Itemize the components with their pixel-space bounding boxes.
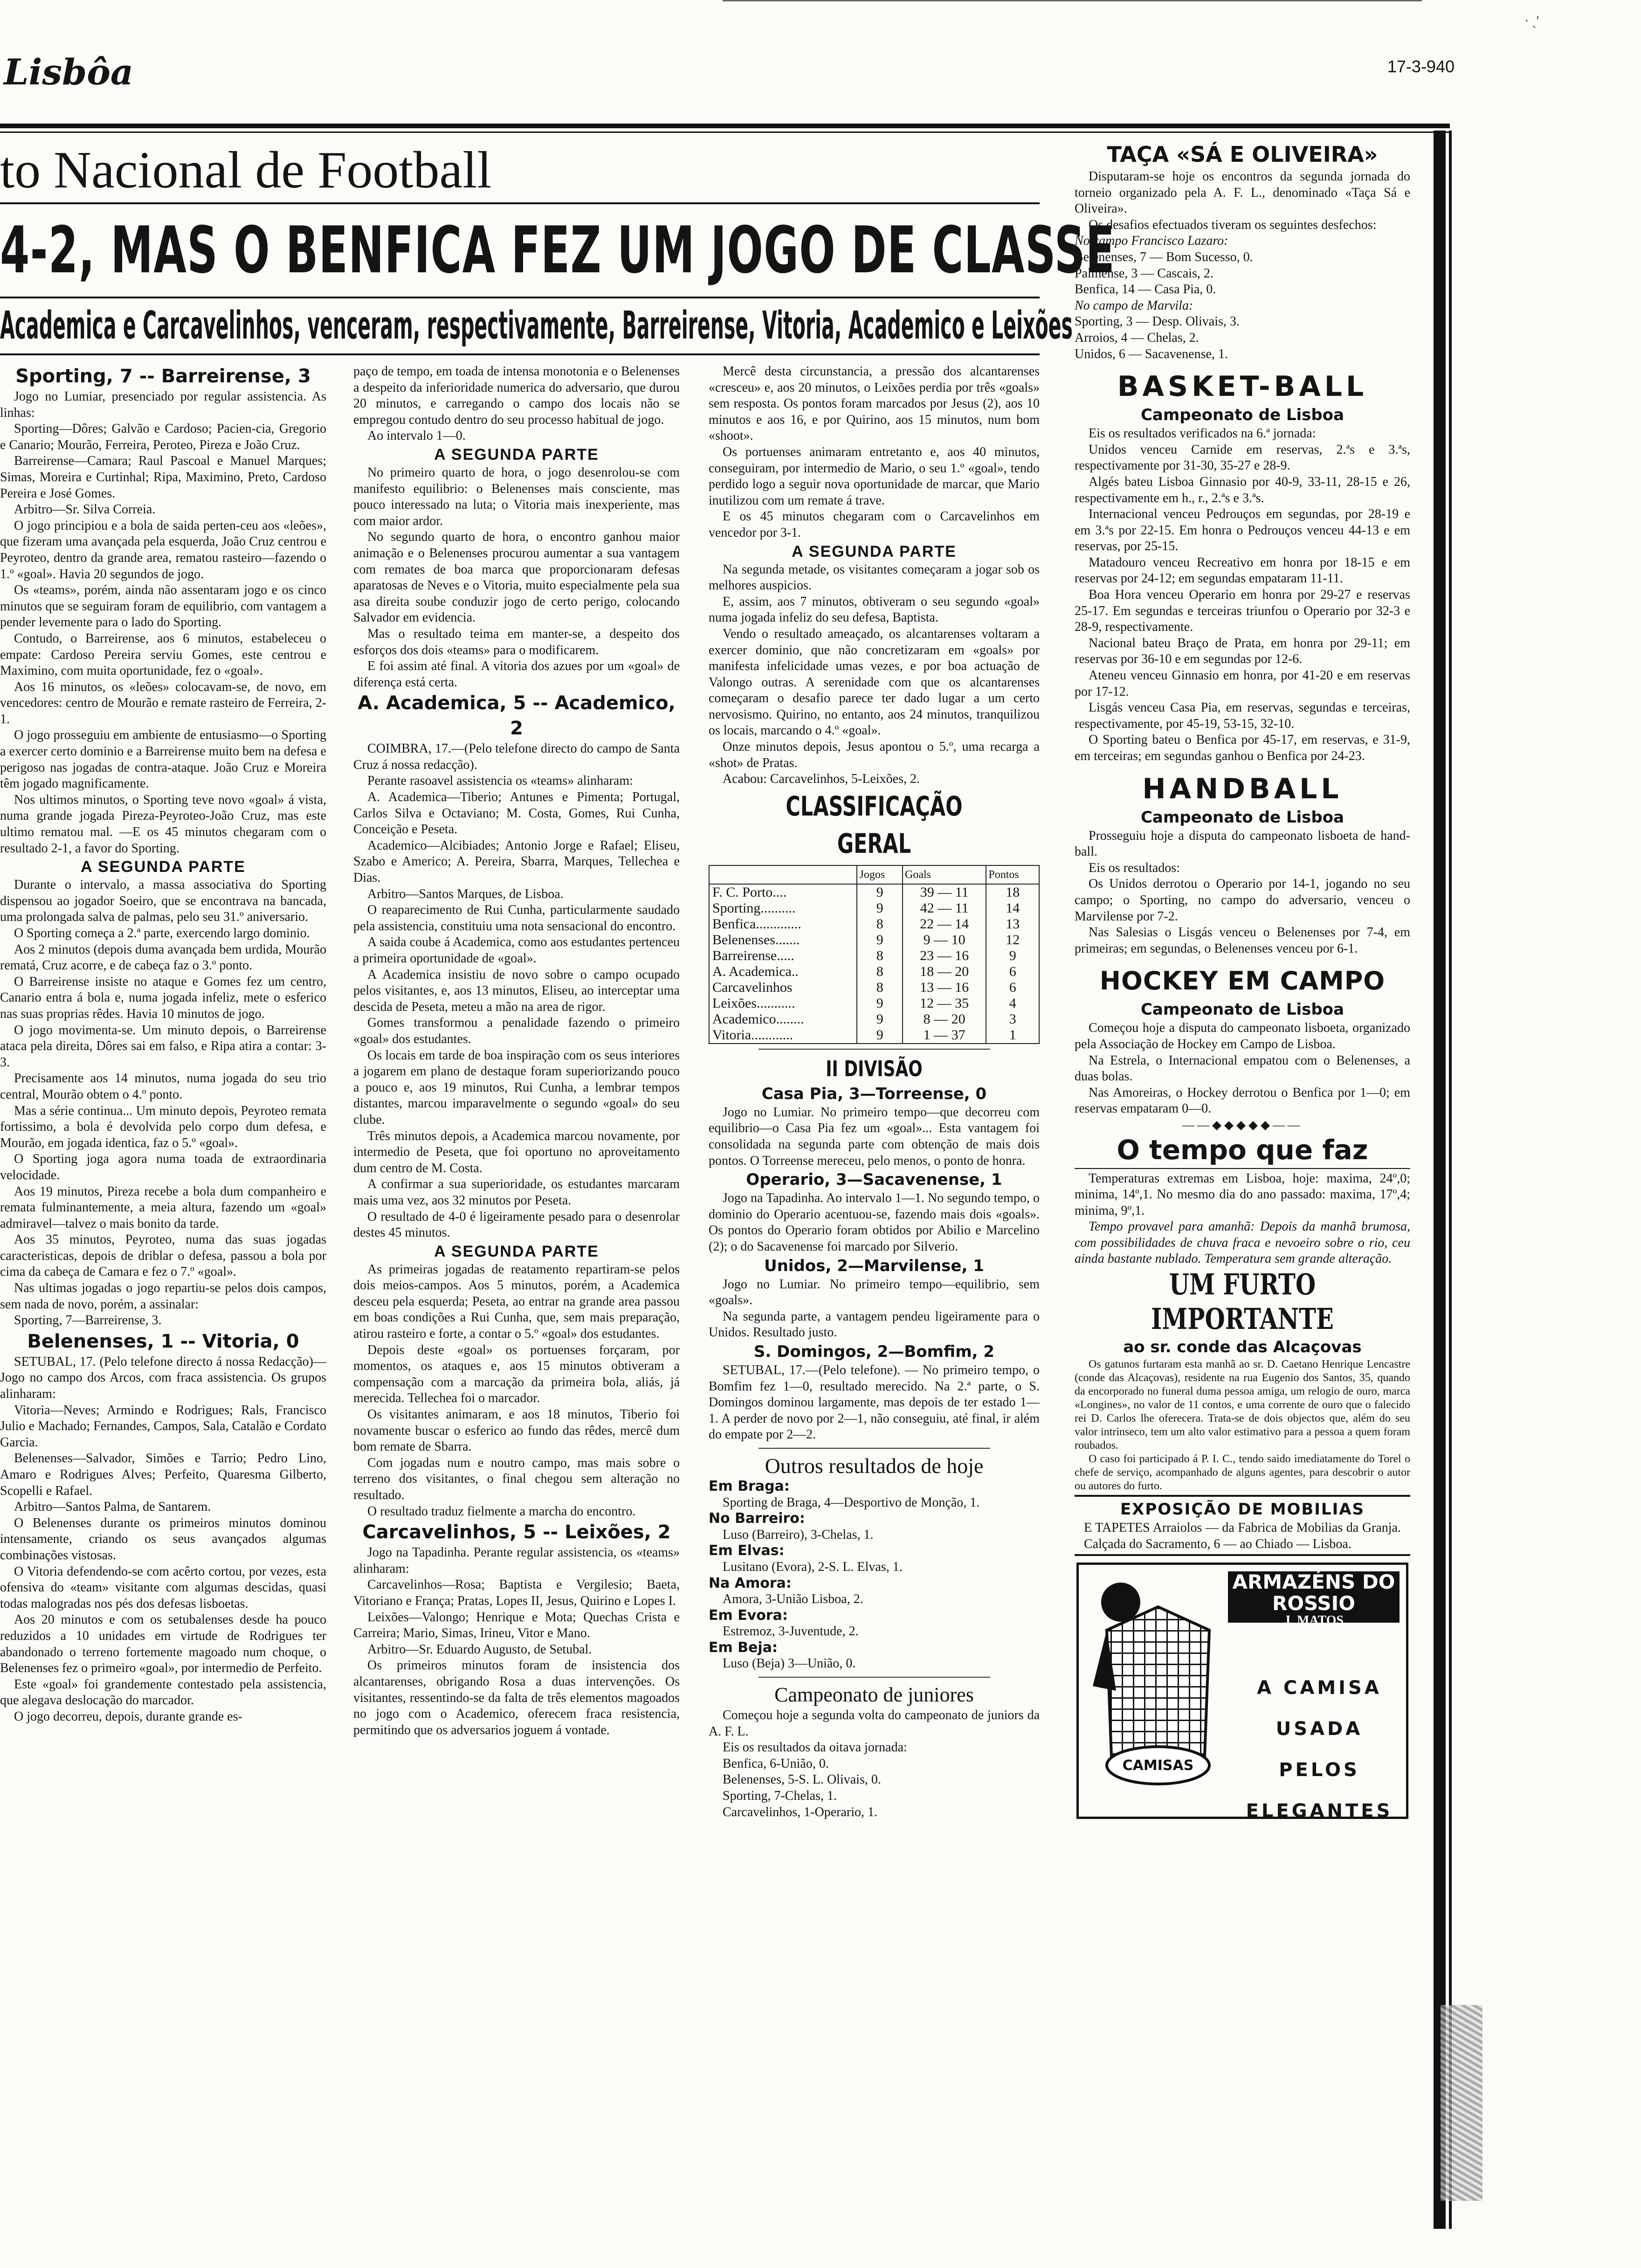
paragraph: Arbitro—Sr. Eduardo Augusto, de Setubal. (367, 1642, 592, 1657)
paragraph: Jogo no Lumiar, presenciado por regular assistencia. As linhas: (0, 389, 326, 420)
paragraph: Lisgás venceu Casa Pia, em reservas, segundas e terceiras, respectivamente, por 45-19, 53-15, 32-10. (1075, 700, 1410, 731)
result-line: Sporting de Braga, 4—Desportivo de Monção, 1. (723, 1495, 980, 1510)
paragraph: O caso foi participado á P. I. C., tendo saido imediatamente do Torel o chefe de serviço, acompanhado de alguns agentes, para descobrir o autor ou autores do furto. (1075, 1453, 1410, 1493)
paragraph: Nos ultimos minutos, o Sporting teve novo «goal» á vista, numa grande jogada Pireza-Peyroteo-João Cruz, mas este ultimo rematou mal. —E os 45 minutos chegaram com o resultado 2-1, a favor do Sporting. (0, 792, 326, 856)
table-cell: 9 — 10 (903, 932, 986, 948)
margin-mark: · ˏ′ (1524, 14, 1539, 28)
ad-address: ROSSIO, 79 - R. DOS CORREEIROS, 179 (1240, 1627, 1387, 1637)
paragraph: O Vitoria defendendo-se com acêrto cortou, por vezes, esta ofensiva do «team» visitante com algumas descidas, quasi todas malogradas nos pés dos defesas lisboetas. (0, 1564, 326, 1611)
handball-results (1075, 828, 1410, 957)
paragraph: Os primeiros minutos foram de insistencia dos alcantarenses, obrigando Rosa a duas intervenções. Os visitantes, ressentindo-se da falta de três elementos magoados no jogo com o Academico, oferecem fraca resistencia, permitindo que os adversarios joguem á vontade. (353, 1658, 680, 1737)
paragraph: O jogo principiou e a bola de saida perten-ceu aos «leões», que fizeram uma avançada pela esquerda, João Cruz centrou e Peyroteo, dentro da grande area, rematou rasteiro—fazendo o 1.º «goal». Havia 20 segundos de jogo. (0, 518, 326, 581)
banner-headline: 4-2, MAS O BENFICA FEZ UM JOGO DE CLASSE (0, 213, 1116, 288)
right-border-bar-thin (1449, 131, 1452, 2229)
theft-subtitle: ao sr. conde das Alcaçovas (1123, 1338, 1362, 1357)
result-place: Na Amora: (709, 1575, 792, 1591)
paragraph: Aos 16 minutos, os «leões» colocavam-se, de novo, em vencedores: centro de Mourão e remate rasteiro de Ferreira, 2-1. (0, 679, 326, 726)
result-line: Luso (Beja) 3—União, 0. (723, 1656, 856, 1671)
table-cell: 9 (857, 1011, 903, 1027)
table-cell: Belenenses....... (709, 932, 857, 948)
ad-slogan-line: ELEGANTES (1246, 1800, 1393, 1822)
table-cell: 8 (857, 964, 903, 980)
paragraph: E, assim, aos 7 minutos, obtiveram o seu segundo «goal» numa jogada infeliz do seu defesa, Baptista. (709, 594, 1040, 625)
banner-rule (0, 202, 1040, 204)
other-results-title: Outros resultados de hoje (765, 1453, 984, 1478)
result-place: No Barreiro: (709, 1510, 805, 1527)
paragraph: O Sporting joga agora numa toada de extraordinaria velocidade. (0, 1152, 326, 1182)
handball-subtitle: Campeonato de Lisboa (1140, 808, 1345, 827)
column-2 (353, 364, 680, 2233)
article-heading: Carcavelinhos, 5 -- Leixões, 2 (362, 1521, 671, 1543)
ad-header (1228, 1570, 1400, 1646)
paragraph: Três minutos depois, a Academica marcou novamente, por intermedio de Peseta, que foi oportuno no aproveitamento dum centro de M. Costa. (353, 1128, 680, 1175)
divider (1075, 1554, 1410, 1556)
table-cell: 13 — 16 (903, 980, 986, 996)
paragraph: Mas o resultado teima em manter-se, a despeito dos esforços dos dois «teams» para o modificarem. (353, 626, 680, 657)
section-heading: A SEGUNDA PARTE (434, 445, 599, 463)
paragraph: Arbitro—Santos Marques, de Lisboa. (367, 886, 564, 901)
paragraph: Jogo na Tapadinha. Perante regular assistencia, os «teams» alinharam: (353, 1545, 680, 1576)
paragraph: Na Estrela, o Internacional empatou com o Belenenses, a duas bolas. (1075, 1053, 1410, 1084)
paragraph: Começou hoje a disputa do campeonato lisboeta, organizado pela Associação de Hockey em Campo de Lisboa. (1075, 1021, 1410, 1051)
paragraph: Arbitro—Santos Palma, de Santarem. (14, 1500, 211, 1514)
paragraph: O Belenenses durante os primeiros minutos dominou intensamente, criando os seus avançados algumas combinações vistosas. (0, 1515, 326, 1563)
masthead (0, 51, 1455, 98)
table-cell: 9 (857, 996, 903, 1011)
paragraph: Os desafios efectuados tiveram os seguintes desfechos: (1089, 217, 1377, 232)
paragraph: Jogo no Lumiar. No primeiro tempo—equilibrio, sem «goals». (709, 1277, 1040, 1308)
table-cell: 18 — 20 (903, 964, 986, 980)
paragraph: SETUBAL, 17.—(Pelo telefone). — No primeiro tempo, o Bomfim fez 1—0, resultado merecido. Na 2.ª parte, o S. Domingos dominou largamente, mas depois de ter estado 1—1. A perder de novo por 2—1, não conseguiu, até final, ir além do empate por 2—2. (709, 1362, 1040, 1442)
table-cell: 3 (986, 1011, 1039, 1027)
result-line: Benfica, 6-União, 0. (723, 1756, 829, 1771)
paragraph: COIMBRA, 17.—(Pelo telefone directo do campo de Santa Cruz á nossa redacção). (353, 741, 680, 772)
table-cell: 9 (857, 900, 903, 916)
paragraph: Jogo na Tapadinha. Ao intervalo 1—1. No segundo tempo, o dominio do Operario acentuou-se, fazendo mais dois «goals». Os pontos do Operario foram obtidos por Abilio e Marcelino (2); o do Sacavenense foi marcado por Silverio. (709, 1191, 1040, 1254)
table-cell: Carcavelinhos (709, 980, 857, 996)
table-cell: 6 (986, 980, 1039, 996)
paragraph: No primeiro quarto de hora, o jogo desenrolou-se com manifesto equilibrio: o Belenenses mais consciente, mas pouco interessado na luta; o Vitoria mais inexperiente, mas com maior ardor. (353, 465, 680, 528)
paragraph: Matadouro venceu Recreativo em honra por 18-15 e em reservas por 24-12; em segundas empataram 11-11. (1075, 555, 1410, 586)
paragraph: Aos 35 minutos, Peyroteo, numa das suas jogadas caracteristicas, depois de driblar o defesa, passou a bola por cima da cabeça de Camara e fez o 7.º «goal». (0, 1232, 326, 1279)
ad-phone: TEL. 2 1215 LISBOA (1276, 1637, 1351, 1646)
paragraph: Os visitantes animaram, e aos 18 minutos, Tiberio foi novamente buscar o esferico ao fundo das rêdes, mercê dum bom remate de Sbarra. (353, 1407, 680, 1454)
paragraph: E os 45 minutos chegaram com o Carcavelinhos em vencedor por 3-1. (709, 509, 1040, 540)
paragraph: Onze minutos depois, Jesus apontou o 5.º, uma recarga a «shot» de Pratas. (709, 740, 1040, 770)
table-cell: 42 — 11 (903, 900, 986, 916)
result-place: Em Elvas: (709, 1542, 785, 1559)
paragraph: Aos 2 minutos (depois duma avançada bem urdida, Mourão rematá, Cruz acorre, e de cabeça faz o 3.º ponto. (0, 942, 326, 973)
table-row (709, 948, 1039, 964)
table-cell: 12 — 35 (903, 996, 986, 1011)
ad-stamp: CAMISAS (1122, 1757, 1194, 1774)
divider (1075, 1168, 1410, 1169)
table-cell: 13 (986, 916, 1039, 932)
paragraph: Precisamente aos 14 minutos, numa jogada do seu trio central, Mourão obtem o 4.º ponto. (0, 1071, 326, 1102)
paragraph: Algés bateu Lisboa Ginnasio por 40-9, 33-11, 28-15 e 26, respectivamente em h., r., 2.ªs e 3.ªs. (1075, 474, 1410, 505)
ornament-divider: ——◆◆◆◆◆—— (1182, 1118, 1303, 1132)
division-title: II DIVISÃO (826, 1056, 923, 1081)
divider (758, 1049, 990, 1050)
theft-title: UM FURTO IMPORTANTE (1151, 1267, 1334, 1336)
weather-title: O tempo que faz (1117, 1134, 1368, 1166)
paragraph: Eis os resultados verificados na 6.ª jornada: (1089, 426, 1316, 441)
section-heading: A SEGUNDA PARTE (792, 542, 957, 560)
table-cell: 8 (857, 916, 903, 932)
top-rule (723, 0, 1422, 5)
table-cell: Benfica............. (709, 916, 857, 932)
paragraph: O jogo decorreu, depois, durante grande es- (14, 1709, 242, 1724)
paragraph: Vitoria—Neves; Armindo e Rodrigues; Rals, Francisco Julio e Machado; Fernandes, Campos, Sala, Catalão e Cordato Garcia. (0, 1403, 326, 1450)
result-place: Em Braga: (709, 1478, 790, 1494)
furniture-title: EXPOSIÇÃO DE MOBILIAS (1120, 1500, 1365, 1519)
table-cell: 8 (857, 948, 903, 964)
result-line: Belenenses, 5-S. L. Olivais, 0. (723, 1772, 881, 1787)
result-line: Unidos, 6 — Sacavenense, 1. (1075, 346, 1228, 361)
right-column (1075, 140, 1410, 2229)
masthead-title: Lisbôa (4, 51, 134, 93)
paragraph: O Sporting começa a 2.ª parte, exercendo largo dominio. (14, 926, 310, 940)
paragraph: O jogo prosseguiu em ambiente de entusiasmo—o Sporting a exercer certo dominio e a Barreirense muito bem na defesa e perigoso nas jogadas de contra-ataque. João Cruz e Moreira têm jogado magnificamente. (0, 728, 326, 791)
juniors-title: Campeonato de juniores (774, 1683, 974, 1707)
divider (758, 1677, 990, 1678)
paragraph: Acabou: Carcavelinhos, 5-Leixões, 2. (723, 772, 920, 787)
table-cell: 8 — 20 (903, 1011, 986, 1027)
paragraph: A Academica insistiu de novo sobre o campo ocupado pelos visitantes, e, aos 13 minutos, Eliseu, ao interceptar uma descida de Peseta, meteu a mão na area de rigor. (353, 967, 680, 1014)
paragraph: Os portuenses animaram entretanto e, aos 40 minutos, conseguiram, por intermedio de Mario, o seu 1.º «goal», tendo perdido logo a seguir nova oportunidade de marcar, que Mario inutilizou com um remate á trave. (709, 444, 1040, 508)
hockey-title: HOCKEY EM CAMPO (1099, 966, 1386, 996)
paragraph: Eis os resultados: (1089, 860, 1180, 875)
paragraph: Nacional bateu Braço de Prata, em honra por 29-11; em reservas por 36-10 e em segundas por 12-6. (1075, 636, 1410, 667)
table-header: Goals (903, 865, 986, 884)
right-border-bar (1434, 131, 1446, 2229)
paragraph: Arbitro—Sr. Silva Correia. (14, 502, 156, 517)
paragraph: Na segunda metade, os visitantes começaram a jogar sob os melhores auspicios. (709, 562, 1040, 593)
paragraph: Mercê desta circunstancia, a pressão dos alcantarenses «cresceu» e, aos 20 minutos, o Leixões perdia por três «goals» sem resposta. Os pontos foram marcados por Jesus (2), aos 10 minutos e aos 16, e por Quirino, aos 15 minutos, num bom «shoot». (709, 364, 1040, 443)
paragraph: Jogo no Lumiar. No primeiro tempo—que decorreu com equilibrio—o Casa Pia fez um «goal»... Esta vantagem foi consolidada na segunda parte com obtenção de mais dois pontos. O Torreense mereceu, pelo menos, o ponto de honra. (709, 1105, 1040, 1168)
shirt-illustration (1088, 1574, 1228, 1793)
result-line: Benfica, 14 — Casa Pia, 0. (1075, 282, 1216, 297)
result-line: Luso (Barreiro), 3-Chelas, 1. (723, 1527, 874, 1542)
basket-results (1075, 426, 1410, 764)
table-header: Pontos (986, 865, 1039, 884)
table-header (709, 865, 857, 884)
table-cell: Academico........ (709, 1011, 857, 1027)
ad-slogan-line: A CAMISA (1257, 1677, 1382, 1699)
table-row (709, 900, 1039, 916)
paragraph: Carcavelinhos—Rosa; Baptista e Vergilesio; Baeta, Vitoriano e França; Pratas, Lopes II, Jesus, Quirino e Lopes I. (353, 1577, 680, 1608)
paragraph: Os Unidos derrotou o Operario por 14-1, jogando no seu campo; o Sporting, no campo do adversario, venceu o Marvilense por 7-2. (1075, 877, 1410, 924)
paragraph: Com jogadas num e noutro campo, mas mais sobre o terreno dos visitantes, o final chegou sem alteração no resultado. (353, 1455, 680, 1502)
classification-title: CLASSIFICAÇÃO GERAL (786, 790, 963, 859)
paragraph: Na segunda parte, a vantagem pendeu ligeiramente para o Unidos. Resultado justo. (709, 1309, 1040, 1340)
paragraph: Depois deste «goal» os portuenses forçaram, por momentos, os ataques e, aos 15 minutos obtiveram a compensação com a marcação da primeira bola, aliás, já merecida. Tellechea foi o marcador. (353, 1342, 680, 1406)
paragraph: Academico—Alcibiades; Antonio Jorge e Rafael; Eliseu, Szabo e Americo; A. Pereira, Sbarra, Marques, Tellechea e Dias. (353, 838, 680, 885)
torn-edge (1441, 2005, 1482, 2201)
ad-owner: J. MATOS (1283, 1613, 1344, 1628)
table-row (709, 916, 1039, 932)
result-line: Palmense, 3 — Cascais, 2. (1075, 266, 1214, 281)
paragraph: Tempo provavel para amanhã: Depois da manhã brumosa, com possibilidades de chuva fraca e nevoeiro sobre o rio, ceu ainda bastante nublado. Temperatura sem grande alteração. (1075, 1219, 1410, 1266)
hockey-subtitle: Campeonato de Lisboa (1140, 1000, 1345, 1019)
taca-title: TAÇA «SÁ E OLIVEIRA» (1107, 142, 1378, 167)
paragraph: Nas Salesias o Lisgás venceu o Belenenses por 7-4, em primeiras; em segundas, o Belenenses venceu por 6-1. (1075, 925, 1410, 956)
masthead-date: 17-3-940 (1387, 57, 1455, 76)
result-line: Amora, 3-União Lisboa, 2. (723, 1592, 863, 1607)
basket-title: BASKET-BALL (1117, 370, 1368, 403)
table-row (709, 964, 1039, 980)
section-heading: A SEGUNDA PARTE (434, 1242, 599, 1260)
table-cell: 39 — 11 (903, 884, 986, 900)
taca-results-list (1075, 233, 1410, 362)
table-cell: 22 — 14 (903, 916, 986, 932)
result-line: Sporting, 3 — Desp. Olivais, 3. (1075, 314, 1240, 329)
paragraph: O resultado de 4-0 é ligeiramente pesado para o desenrolar destes 45 minutos. (353, 1209, 680, 1240)
paragraph: Barreirense—Camara; Raul Pascoal e Manuel Marques; Simas, Moreira e Curtinhal; Ripa, Maximino, Preto, Cardoso Pereira e José Gomes. (0, 454, 326, 501)
banner-rule (0, 353, 1040, 355)
paragraph: A confirmar a sua superioridade, os estudantes marcaram mais uma vez, aos 32 minutos por Peseta. (353, 1177, 680, 1208)
table-cell: 8 (857, 980, 903, 996)
paragraph: Perante rasoavel assistencia os «teams» alinharam: (367, 774, 633, 788)
other-results-list (709, 1479, 1040, 1672)
paragraph: E TAPETES Arraiolos — da Fabrica de Mobilias da Granja. Calçada do Sacramento, 6 — ao Chiado — Lisboa. (1084, 1521, 1401, 1551)
table-row (709, 996, 1039, 1011)
paragraph: Leixões—Valongo; Henrique e Mota; Quechas Crista e Carreira; Mario, Simas, Irineu, Vitor e Mano. (353, 1610, 680, 1641)
table-row (709, 1027, 1039, 1044)
table-cell: 9 (857, 932, 903, 948)
handball-title: HANDBALL (1142, 772, 1343, 805)
paragraph: As primeiras jogadas de reatamento repartiram-se pelos dois meios-campos. Aos 5 minutos, porém, a Academica desceu pela esquerda; Peseta, ao entrar na grande area passou em boas condições a Rui Cunha, que, sem mais preparação, atirou rasteiro e forte, a contar o 5.º «goal» dos estudantes. (353, 1262, 680, 1341)
paragraph: Os locais em tarde de boa inspiração com os seus interiores a jogarem em plano de destaque foram superiorizando pouco a pouco e, aos 19 minutos, Rui Cunha, a lembrar tempos distantes, marcou imparavelmente o segundo «goal» do seu clube. (353, 1048, 680, 1127)
column-3 (709, 364, 1040, 2233)
table-cell: 6 (986, 964, 1039, 980)
paragraph: A. Academica—Tiberio; Antunes e Pimenta; Portugal, Carlos Silva e Octaviano; M. Costa, Gomes, Rui Cunha, Conceição e Peseta. (353, 790, 680, 837)
paragraph: Começou hoje a segunda volta do campeonato de juniors da A. F. L. (709, 1708, 1040, 1739)
table-cell: 9 (986, 948, 1039, 964)
section-heading: A SEGUNDA PARTE (81, 858, 246, 876)
paragraph: O reaparecimento de Rui Cunha, particularmente saudado pela assistencia, constituiu uma nota sensacional do encontro. (353, 903, 680, 933)
divider (1075, 1495, 1410, 1497)
juniors-results-list (709, 1756, 1040, 1820)
paragraph: Sporting—Dôres; Galvão e Cardoso; Pacien-cia, Gregorio e Canario; Mourão, Ferreira, Peroteo, Pireza e João Cruz. (0, 422, 326, 452)
paragraph: Este «goal» foi grandemente contestado pela assistencia, que alegava deslocação do marcador. (0, 1677, 326, 1708)
table-cell: 12 (986, 932, 1039, 948)
ad-slogan (1237, 1667, 1401, 1832)
table-cell: Barreirense..... (709, 948, 857, 964)
table-cell: Sporting.......... (709, 900, 857, 916)
table-cell: 1 (986, 1027, 1039, 1044)
paragraph: Internacional venceu Pedrouços em segundas, por 28-19 e em 3.ªs por 22-15. Em honra o Pedrouços venceu 44-13 e em reservas, por 25-15. (1075, 507, 1410, 554)
paragraph: Unidos venceu Carnide em reservas, 2.ªs e 3.ªs, respectivamente por 31-30, 35-27 e 28-9. (1075, 442, 1410, 473)
table-cell: 23 — 16 (903, 948, 986, 964)
table-row (709, 980, 1039, 996)
table-cell: 14 (986, 900, 1039, 916)
table-row (709, 1011, 1039, 1027)
table-cell: 4 (986, 996, 1039, 1011)
paragraph: Os «teams», porém, ainda não assentaram jogo e os cinco minutos que se seguiram foram de equilibrio, com vantagem a pender levemente para o lado do Sporting. (0, 583, 326, 630)
paragraph: E foi assim até final. A vitoria dos azues por um «goal» de diferença está certa. (353, 659, 680, 690)
masthead-rule (0, 124, 1450, 128)
article-heading: Unidos, 2—Marvilense, 1 (764, 1256, 984, 1275)
paragraph: Boa Hora venceu Operario em honra por 29-27 e reservas 25-17. Em segundas e terceiras triunfou o Operario por 32-3 e 28-9, respectivamente. (1075, 588, 1410, 635)
paragraph: A saida coube á Academica, como aos estudantes pertenceu a primeira oportunidade de «goal». (353, 935, 680, 966)
paragraph: Vendo o resultado ameaçado, os alcantarenses voltaram a exercer dominio, que não concretizaram em «goals» por manifesta infelicidade umas vezes, e por boa actuação de Valongo outras. A serenidade com que os alcantarenses começaram o desafio parece ter dado lugar a um certo nervosismo. Quirino, no entanto, aos 24 minutos, tranquilizou os locais, marcando o 4.º «goal». (709, 626, 1040, 738)
paragraph: O Sporting bateu o Benfica por 45-17, em reservas, e 31-9, em terceiras; em segundas ganhou o Benfica por 24-23. (1075, 733, 1410, 763)
table-cell: 18 (986, 884, 1039, 900)
classification-table (709, 865, 1040, 1044)
article-heading: Casa Pia, 3—Torreense, 0 (761, 1084, 987, 1103)
ad-brand: ARMAZÉNS DO ROSSIO (1232, 1570, 1395, 1615)
paragraph: paço de tempo, em toada de intensa monotonia e o Belenenses a despeito da inferioridade numerica do adversario, que durou 20 minutos, e carregando o campo dos locais não se empregou contudo dentro do seu processo habitual de jogo. (353, 364, 680, 427)
result-line: Belenenses, 7 — Bom Sucesso, 0. (1075, 249, 1253, 264)
paragraph: Aos 19 minutos, Pireza recebe a bola dum companheiro e remata fulminantemente, a meia altura, fazendo um «goal» admiravel—talvez o mais bonito da tarde. (0, 1184, 326, 1231)
ad-slogan-line: USADA PELOS (1276, 1718, 1363, 1781)
result-place: Em Evora: (709, 1607, 788, 1624)
table-cell: Vitoria............ (709, 1027, 857, 1044)
table-cell: 9 (857, 884, 903, 900)
paragraph: Prosseguiu hoje a disputa do campeonato lisboeta de hand-ball. (1075, 828, 1410, 859)
result-line: No campo de Marvila: (1075, 298, 1193, 313)
paragraph: Belenenses—Salvador, Simões e Tarrio; Pedro Lino, Amaro e Rodrigues Alves; Perfeito, Quaresma Gilberto, Scopelli e Rafael. (0, 1451, 326, 1498)
paragraph: Disputaram-se hoje os encontros da segunda jornada do torneio organizado pela A. F. L., denominado «Taça Sá e Oliveira». (1075, 169, 1410, 216)
banner-subhead: Academica e Carcavelinhos, venceram, respectivamente, Barreirense, Vitoria, Academico e Leixões (0, 304, 1073, 348)
paragraph: Aos 20 minutos e com os setubalenses desde ha pouco reduzidos a 10 unidades em virtude de Rodrigues ter abandonado o terreno fortemente magoado num choque, o Belenenses fez o primeiro «goal», por intermedio de Perfeito. (0, 1612, 326, 1676)
result-line: Sporting, 7-Chelas, 1. (723, 1789, 837, 1804)
table-cell: A. Academica.. (709, 964, 857, 980)
paragraph: Mas a série continua... Um minuto depois, Peyroteo remata fortissimo, a bola é devolvida pelo corpo dum defesa, e Mourão, em jogada identica, faz o 5.º «goal». (0, 1103, 326, 1150)
table-cell: Leixões........... (709, 996, 857, 1011)
article-heading: S. Domingos, 2—Bomfim, 2 (753, 1342, 995, 1361)
paragraph: Temperaturas extremas em Lisboa, hoje: maxima, 24º,0; minima, 14º,1. No mesmo dia do ano passado: maxima, 17º,4; minima, 9º,1. (1075, 1171, 1410, 1218)
masthead-rule-thin (0, 131, 1450, 133)
basket-subtitle: Campeonato de Lisboa (1140, 406, 1345, 425)
article-heading: Sporting, 7 -- Barreirense, 3 (15, 366, 311, 387)
column-1 (0, 364, 326, 2233)
divider (758, 1448, 990, 1449)
article-heading: Operario, 3—Sacavenense, 1 (746, 1170, 1002, 1189)
paragraph: Ao intervalo 1—0. (367, 429, 466, 443)
paragraph: Contudo, o Barreirense, aos 6 minutos, estabeleceu o empate: Cardoso Pereira serviu Gomes, este centrou e Maximino, com muita oportunidade, fez o «goal». (0, 631, 326, 678)
hockey-results (1075, 1020, 1410, 1117)
table-cell: 1 — 37 (903, 1027, 986, 1044)
banner-kicker: to Nacional de Football (0, 141, 492, 199)
result-line: No campo Francisco Lazaro: (1075, 234, 1228, 249)
table-row (709, 932, 1039, 948)
result-line: Lusitano (Evora), 2-S. L. Elvas, 1. (723, 1559, 903, 1574)
result-line: Carcavelinhos, 1-Operario, 1. (723, 1805, 877, 1819)
article-heading: Belenenses, 1 -- Vitoria, 0 (27, 1330, 299, 1352)
front-banner (0, 140, 1116, 357)
table-row (709, 884, 1039, 900)
result-line: Arroios, 4 — Chelas, 2. (1075, 330, 1199, 345)
paragraph: SETUBAL, 17. (Pelo telefone directo á nossa Redacção)—Jogo no campo dos Arcos, com fraca assistencia. Os grupos alinharam: (0, 1354, 326, 1402)
result-line: Estremoz, 3-Juventude, 2. (723, 1624, 859, 1639)
paragraph: Gomes transformou a penalidade fazendo o primeiro «goal» dos estudantes. (353, 1016, 680, 1046)
banner-rule (0, 297, 1040, 298)
result-place: Em Beja: (709, 1639, 778, 1656)
table-cell: 9 (857, 1027, 903, 1044)
paragraph: Sporting, 7—Barreirense, 3. (14, 1313, 162, 1328)
paragraph: Nas ultimas jogadas o jogo repartiu-se pelos dois campos, sem nada de novo, porém, a assinalar: (0, 1281, 326, 1312)
paragraph: O resultado traduz fielmente a marcha do encontro. (367, 1504, 636, 1519)
paragraph: Eis os resultados da oitava jornada: (723, 1740, 907, 1755)
advertisement (1076, 1563, 1408, 1822)
paragraph: No segundo quarto de hora, o encontro ganhou maior animação e o Belenenses procurou aumentar a sua vantagem com remates de boa marca que proporcionaram defesas aparatosas de Neves e o Vitoria, muito especialmente pela sua asa direita soube conduzir jogo de certo perigo, colocando Salvador em evidencia. (353, 530, 680, 625)
paragraph: O jogo movimenta-se. Um minuto depois, o Barreirense ataca pela direita, Dôres sai em falso, e Ripa atira a contar: 3-3. (0, 1023, 326, 1070)
paragraph: Durante o intervalo, a massa associativa do Sporting dispensou ao jogador Soeiro, que se encontrava na bancada, uma prolongada salva de palmas, pelo seu 31.º aniversario. (0, 878, 326, 925)
paragraph: Nas Amoreiras, o Hockey derrotou o Benfica por 1—0; em reservas empataram 0—0. (1075, 1085, 1410, 1116)
paragraph: O Barreirense insiste no ataque e Gomes fez um centro, Canario entra á bola e, numa jogada infeliz, mete o esferico nas suas proprias rêdes. Havia 10 minutos de jogo. (0, 974, 326, 1021)
paragraph: Os gatunos furtaram esta manhã ao sr. D. Caetano Henrique Lencastre (conde das Alcaçovas), residente na rua Eugenio dos Santos, 35, quando da encorporado no funeral duma pessoa amiga, um relogio de ouro, marca «Longines», no valor de 11 contos, e uma corrente de ouro que o falecido rei D. Carlos lhe oferecera. Trata-se de dois objectos que, além do seu valor intrinseco, tem um alto valor estimativo para a pessoa a quem foram roubados. (1075, 1358, 1410, 1452)
table-header: Jogos (857, 865, 903, 884)
article-heading: A. Academica, 5 -- Academico, 2 (358, 692, 676, 740)
table-cell: F. C. Porto.... (709, 884, 857, 900)
paragraph: Ateneu venceu Ginnasio em honra, por 41-20 e em reservas por 17-12. (1075, 668, 1410, 699)
